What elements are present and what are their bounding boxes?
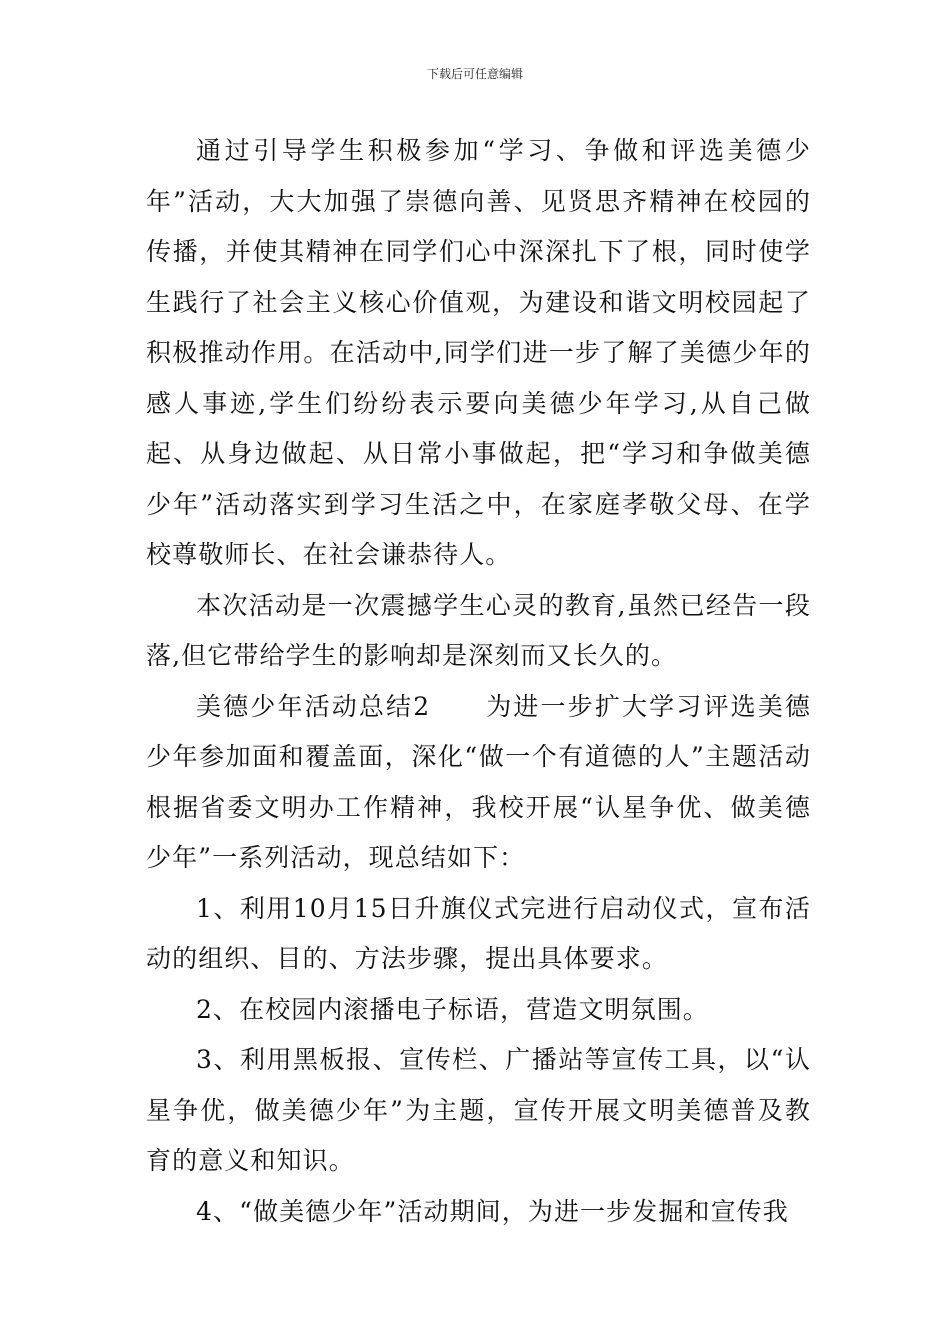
document-body [146,126,811,1237]
list-item-3: 3、利用黑板报、宣传栏、广播站等宣传工具，以“认星争优，做美德少年”为主题，宣传开展文明美德普及教育的意义和知识。 [146,1045,811,1175]
paragraph-conclusion: 本次活动是一次震撼学生心灵的教育,虽然已经告一段落,但它带给学生的影响却是深刻而又长久的。 [146,590,811,670]
list-item-2: 2、在校园内滚播电子标语，营造文明氛围。 [196,994,709,1024]
page-header: 下载后可任意编辑 [426,67,523,81]
list-item-4: 4、“做美德少年”活动期间，为进一步发掘和宣传我 [196,1196,789,1226]
paragraph-summary-2 [146,682,811,884]
section-intro: 为进一步扩大学习评选美德少年参加面和覆盖面，深化“做一个有道德的人”主题活动根据省委文明办工作精神，我校开展“认星争优、做美德少年”一系列活动，现总结如下： [146,691,811,872]
section-title: 美德少年活动总结2 [196,691,431,721]
list-item-1: 1、利用10月15日升旗仪式完进行启动仪式，宣布活动的组织、目的、方法步骤，提出具体要求。 [146,893,811,973]
paragraph-activity-impact: 通过引导学生积极参加“学习、争做和评选美德少年”活动，大大加强了崇德向善、见贤思齐精神在校园的传播，并使其精神在同学们心中深深扎下了根，同时使学生践行了社会主义核心价值观，为建设和谐文明校园起了积极推动作用。在活动中,同学们进一步了解了美德少年的感人事迹,学生们纷纷表示要向美德少年学习,从自己做起、从身边做起、从日常小事做起，把“学习和争做美德少年”活动落实到学习生活之中，在家庭孝敬父母、在学校尊敬师长、在社会谦恭待人。 [146,136,811,569]
